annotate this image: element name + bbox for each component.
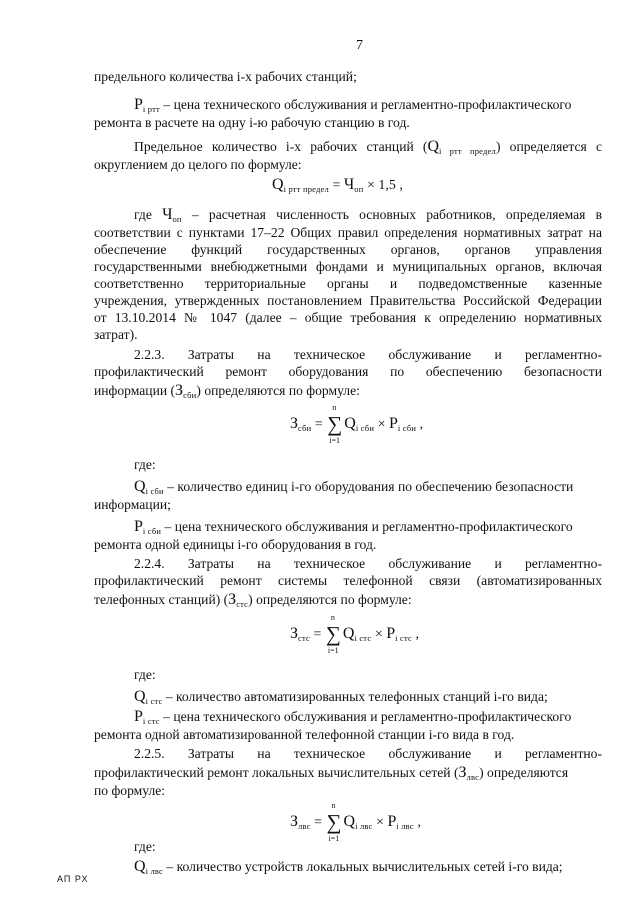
text-line: по формуле: (94, 783, 166, 798)
symbol-subscript: оп (172, 214, 182, 224)
text-fragment: ) определяется с (495, 139, 602, 154)
definition-text: – цена технического обслуживания и регламентно-профилактического (161, 519, 573, 534)
symbol: Q (134, 858, 146, 875)
definition-line (134, 478, 602, 497)
text-fragment: Предельное количество i-х рабочих станций ( (134, 139, 428, 154)
text-line: ремонта одной единицы i-го оборудования в год. (94, 537, 377, 552)
definition-line (134, 708, 602, 727)
text-line: округлением до целого по формуле: (94, 157, 302, 172)
where-label: где: (134, 839, 156, 854)
formula-tail: , (413, 815, 421, 831)
formula-subscript: сби (298, 423, 312, 434)
formula-security-equipment (290, 403, 424, 445)
sum-upper-limit: n (332, 403, 337, 412)
text-line: обеспечение функций государственных органов, органов управления (94, 242, 602, 257)
sum-sign (326, 801, 343, 843)
text-line: информации; (94, 497, 171, 512)
footer-stamp: АП РХ (57, 874, 89, 884)
symbol-subscript: i сби (142, 526, 162, 536)
formula-subscript: оп (354, 184, 364, 194)
symbol: Q (427, 138, 440, 155)
formula-symbol: З (290, 415, 299, 433)
text-fragment: профилактический ремонт локальных вычислительных сетей ( (94, 765, 459, 780)
formula-tail: , (416, 417, 424, 433)
sum-upper-limit: n (330, 613, 335, 622)
text-line: профилактический ремонт оборудования по обеспечению безопасности (94, 364, 602, 379)
text-line: государственными внебюджетными фондами и муниципальных органов, включая (94, 259, 602, 274)
definition-line (134, 96, 602, 115)
page-number: 7 (356, 38, 363, 53)
where-label: где: (134, 667, 156, 682)
symbol: З (228, 591, 237, 608)
symbol-subscript: i стс (142, 716, 160, 726)
symbol: Q (134, 478, 146, 495)
symbol-subscript: лвс (466, 772, 480, 782)
symbol-subscript: стс (236, 599, 249, 609)
formula-subscript: i стс (395, 633, 412, 644)
section-heading-2-2-5: 2.2.5. Затраты на техническое обслуживание и регламентно- (134, 746, 602, 761)
text-fragment: ) определяются по формуле: (248, 592, 412, 607)
text-fragment: телефонных станций) ( (94, 592, 229, 607)
symbol: P (134, 708, 143, 725)
definition-line (134, 858, 602, 877)
formula-symbol: Q (343, 813, 356, 831)
sigma-icon: ∑ (326, 810, 342, 834)
symbol: P (134, 96, 143, 113)
sum-sign (327, 403, 343, 445)
sum-lower-limit: i=1 (329, 436, 341, 445)
formula-symbol: P (389, 415, 398, 433)
formula-subscript: i лвс (396, 821, 414, 832)
text-fragment: ) определяются (479, 765, 569, 780)
formula-tail: × 1,5 , (363, 178, 403, 193)
section-heading-2-2-4: 2.2.4. Затраты на техническое обслуживание и регламентно- (134, 556, 602, 571)
formula-symbol: P (387, 813, 397, 831)
formula-tail: , (411, 627, 419, 643)
symbol: Q (134, 688, 146, 705)
sum-lower-limit: i=1 (327, 646, 339, 655)
symbol: З (458, 764, 467, 781)
equals-sign: = (328, 178, 344, 193)
definition-text: – количество единиц i-го оборудования по обеспечению безопасности (163, 479, 574, 494)
formula-symbol: З (290, 625, 299, 643)
times-sign: × (374, 417, 389, 433)
text-fragment: где (134, 207, 163, 222)
formula-symbol: З (290, 813, 299, 831)
symbol: З (175, 382, 184, 399)
text-line: соответствии с пунктами 17–22 Общих правил определения нормативных затрат на (94, 225, 602, 240)
sum-sign (325, 613, 342, 655)
text-line (94, 382, 602, 401)
formula-symbol: P (386, 625, 396, 643)
equals-sign: = (309, 627, 325, 643)
formula-symbol: Ч (343, 176, 355, 193)
formula-subscript: стс (298, 633, 310, 644)
formula-subscript: i ртт предел (283, 184, 329, 194)
text-line: учреждения, утвержденных постановлением Правительства Российской Федерации (94, 293, 602, 308)
equals-sign: = (310, 815, 326, 831)
text-fragment: ) определяются по формуле: (196, 383, 360, 398)
formula-symbol: Q (344, 415, 356, 433)
text-line: от 13.10.2014 № 1047 (далее – общие требования к определению нормативных (94, 310, 602, 325)
definition-line (134, 518, 602, 537)
symbol-subscript: i сби (145, 486, 164, 496)
section-heading-2-2-3: 2.2.3. Затраты на техническое обслуживание и регламентно- (134, 347, 602, 362)
symbol-subscript: i стс (145, 696, 163, 706)
symbol-subscript: i лвс (145, 866, 164, 876)
definition-text: – количество автоматизированных телефонных станций i-го вида; (162, 689, 548, 704)
definition-text: – цена технического обслуживания и регламентно-профилактического (159, 709, 572, 724)
formula-subscript: i стс (354, 633, 372, 644)
sigma-icon: ∑ (325, 622, 341, 646)
definition-line (134, 206, 602, 225)
text-line: соответственно территориальные органы и подведомственные казенные (94, 276, 602, 291)
symbol-subscript: i ртт (142, 104, 160, 114)
symbol-subscript: i ртт предел (439, 146, 496, 156)
definition-line (134, 688, 602, 707)
sum-lower-limit: i=1 (328, 834, 340, 843)
times-sign: × (371, 627, 387, 643)
text-line: затрат). (94, 327, 138, 342)
text-line: профилактический ремонт системы телефонной связи (автоматизированных (94, 573, 602, 588)
formula-telephone-stations (290, 613, 419, 655)
symbol: Ч (162, 206, 173, 223)
text-line: ремонта одной автоматизированной телефонной станции i-го вида в год. (94, 727, 515, 742)
symbol: P (134, 518, 143, 535)
definition-text: – количество устройств локальных вычислительных сетей i-го вида; (163, 859, 563, 874)
formula-symbol: Q (272, 176, 284, 193)
formula-subscript: i сби (397, 423, 417, 434)
text-line (94, 764, 602, 783)
times-sign: × (372, 815, 388, 831)
where-label: где: (134, 457, 156, 472)
symbol-subscript: сби (183, 390, 197, 400)
equals-sign: = (311, 417, 327, 433)
sigma-icon: ∑ (327, 412, 343, 436)
text-fragment: информации ( (94, 383, 176, 398)
text-line (94, 591, 602, 610)
formula-subscript: лвс (298, 821, 311, 832)
text-line: ремонта в расчете на одну i-ю рабочую станцию в год. (94, 115, 410, 130)
formula-quantity-limit (272, 176, 403, 195)
formula-subscript: i лвс (355, 821, 373, 832)
definition-text: – цена технического обслуживания и регламентно-профилактического (159, 97, 572, 112)
sum-upper-limit: n (331, 801, 336, 810)
text-line: предельного количества i-х рабочих станций; (94, 69, 357, 84)
text-line (134, 138, 602, 157)
formula-local-networks (290, 801, 421, 843)
formula-symbol: Q (342, 625, 355, 643)
formula-subscript: i сби (355, 423, 375, 434)
definition-text: – расчетная численность основных работников, определяемая в (181, 207, 603, 222)
